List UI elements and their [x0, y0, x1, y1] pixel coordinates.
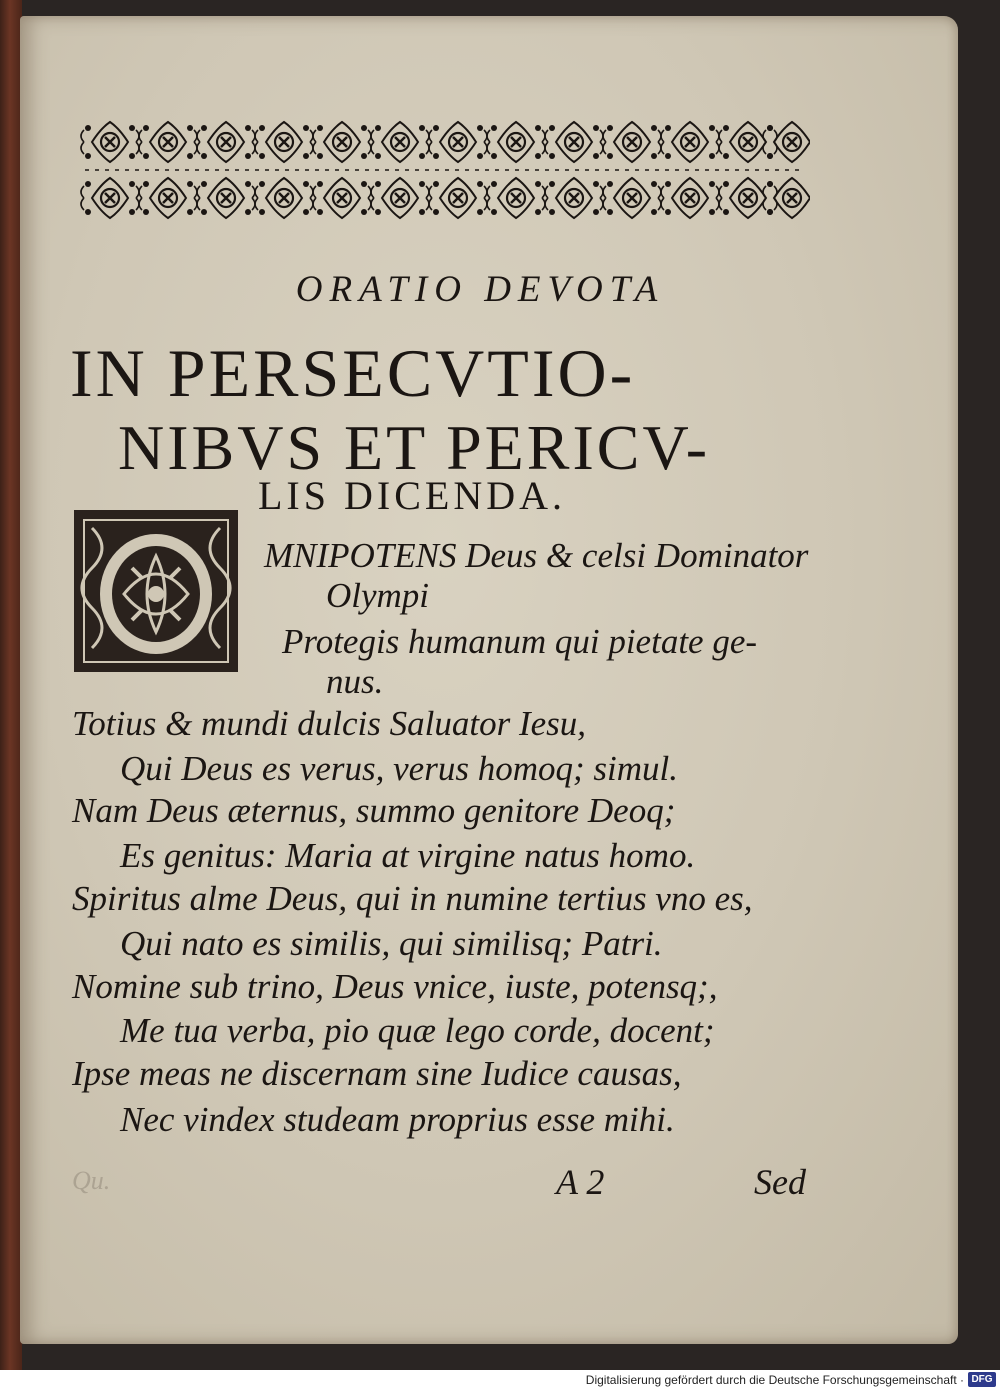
verse-line: Protegis humanum qui pietate ge- [282, 622, 758, 661]
verse-line: Qui Deus es verus, verus homoq; simul. [120, 749, 678, 788]
verse-line: MNIPOTENS Deus & celsi Dominator [264, 536, 809, 575]
decorated-initial-o [72, 508, 240, 674]
footer-credit-text: Digitalisierung gefördert durch die Deutsche Forschungsgemeinschaft · [585, 1373, 964, 1387]
ornament-row-bottom [81, 178, 810, 218]
book-spine [0, 0, 22, 1370]
catchword: Sed [754, 1162, 806, 1202]
ornamental-border-band [80, 102, 810, 234]
verse-line: Ipse meas ne discernam sine Iudice causas, [72, 1054, 682, 1093]
verse-line: Nec vindex studeam proprius esse mihi. [120, 1100, 675, 1139]
verse-line: Totius & mundi dulcis Saluator Iesu, [72, 704, 587, 743]
heading-line-3: LIS DICENDA. [258, 473, 566, 518]
verse-line: Qui nato es similis, qui similisq; Patri. [120, 924, 663, 963]
verse-line: Nomine sub trino, Deus vnice, iuste, potensq;, [72, 967, 718, 1006]
verse-line: nus. [326, 662, 384, 701]
pencil-shelfmark: Qu. [72, 1166, 111, 1195]
heading-oratio-devota: ORATIO DEVOTA [295, 269, 665, 310]
signature-mark: A 2 [556, 1162, 605, 1202]
heading-line-1: IN PERSECVTIO- [70, 335, 636, 411]
digitization-footer [0, 1370, 1000, 1391]
ornament-row-top [81, 122, 810, 162]
heading-line-2: NIBVS ET PERICV- [118, 412, 711, 483]
verse-line: Me tua verba, pio quæ lego corde, docent; [120, 1011, 715, 1050]
verse-line: Spiritus alme Deus, qui in numine tertius vno es, [72, 879, 753, 918]
verse-line: Olympi [326, 576, 430, 615]
dfg-logo: DFG [968, 1372, 996, 1387]
verse-line: Nam Deus æternus, summo genitore Deoq; [72, 791, 676, 830]
book-page [20, 16, 958, 1344]
verse-line: Es genitus: Maria at virgine natus homo. [120, 836, 696, 875]
